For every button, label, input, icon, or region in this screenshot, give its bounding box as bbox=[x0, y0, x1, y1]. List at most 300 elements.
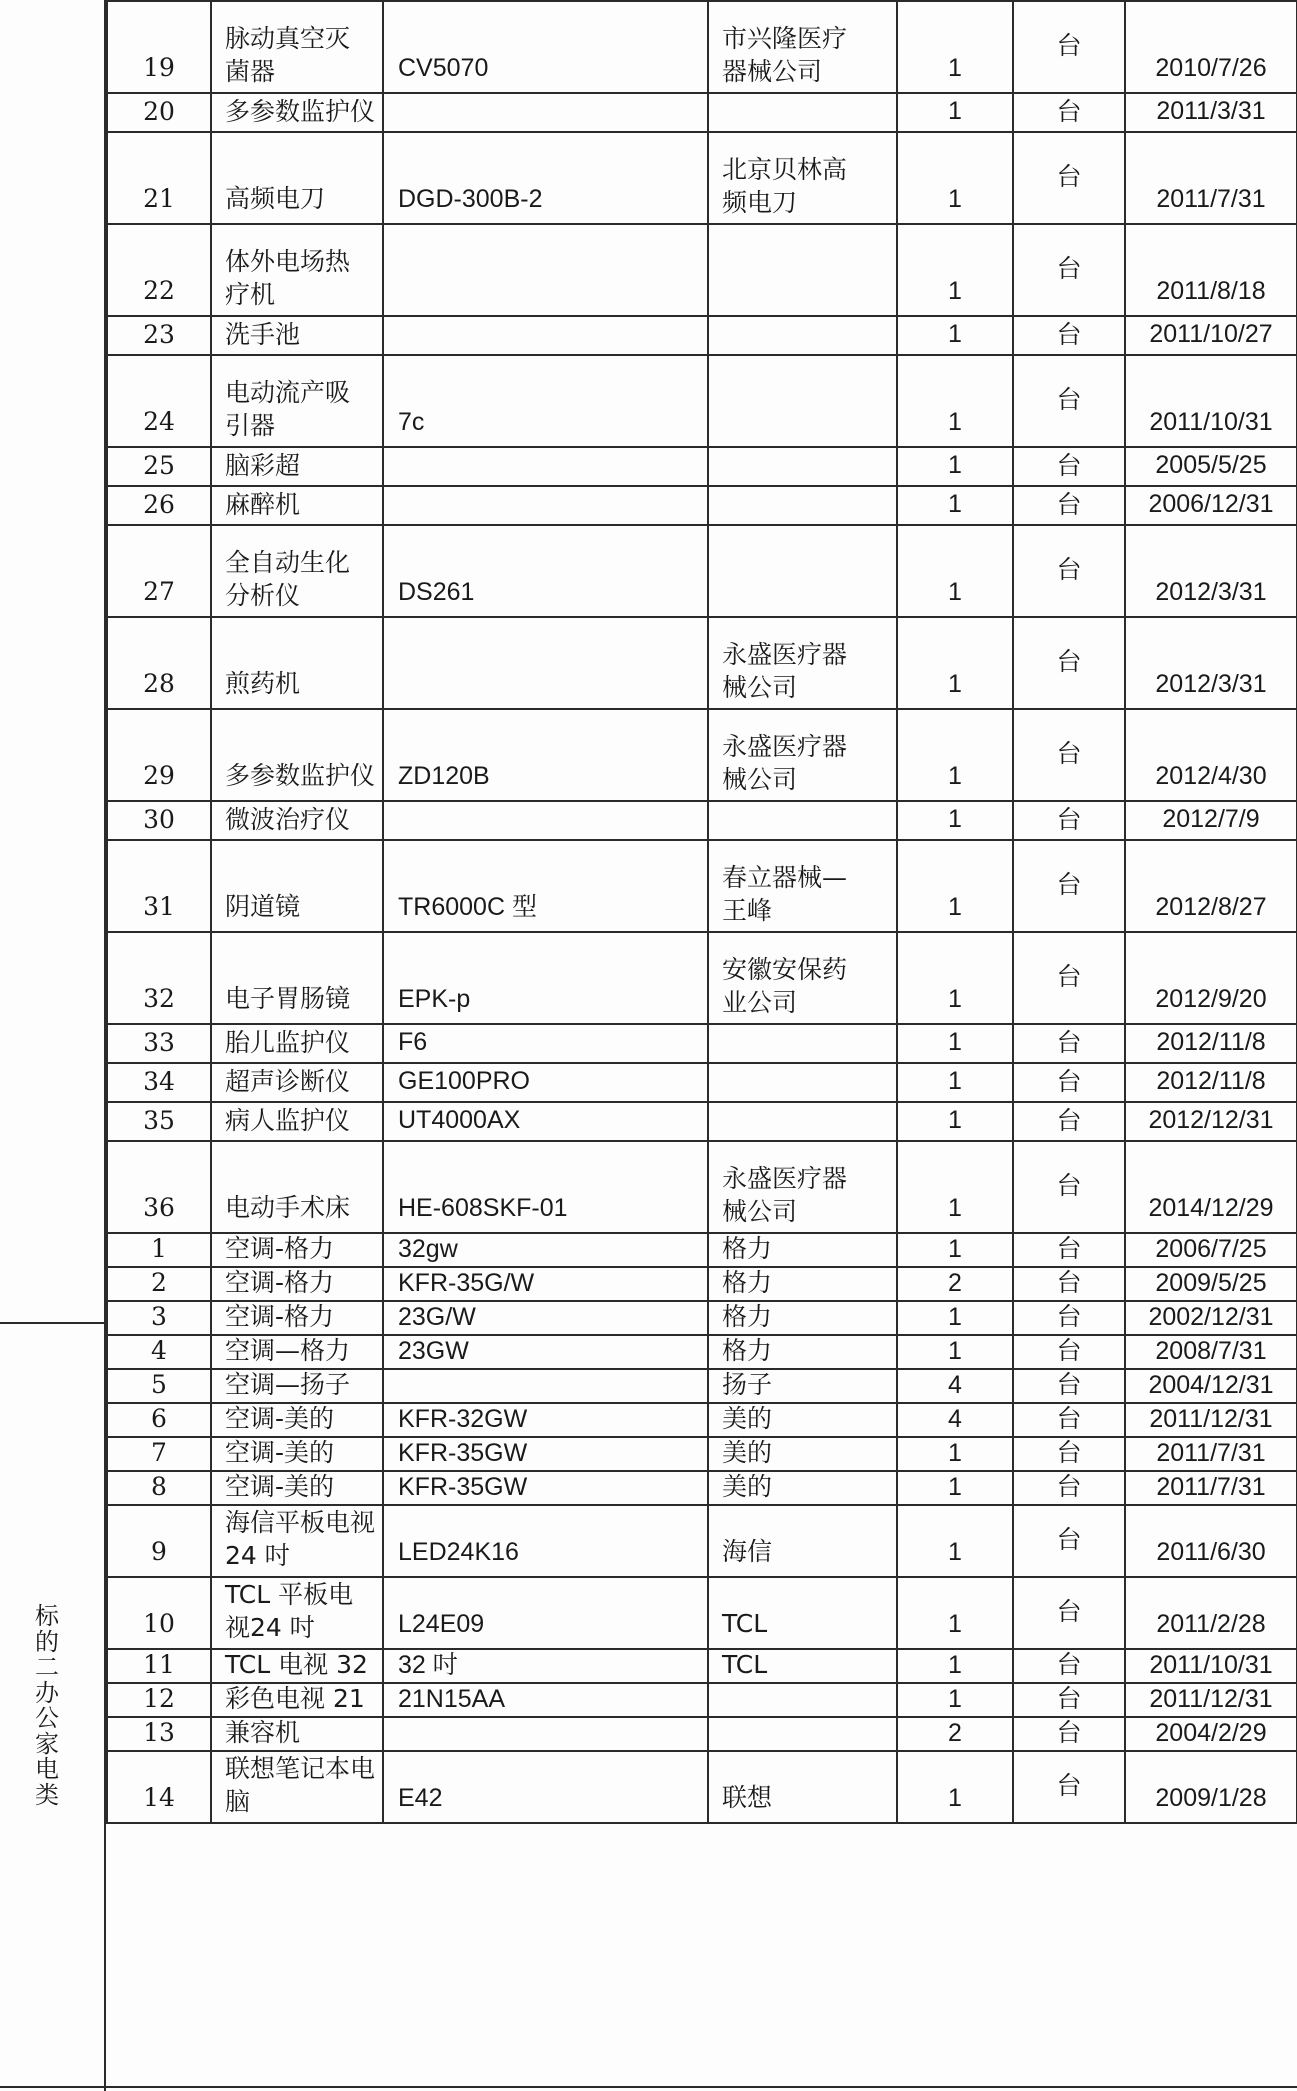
item-name bbox=[211, 525, 383, 617]
item-manufacturer bbox=[708, 840, 897, 932]
item-manufacturer bbox=[708, 1233, 897, 1267]
row-number-text: 24 bbox=[143, 407, 175, 436]
item-date-text: 2012/4/30 bbox=[1155, 762, 1267, 790]
item-manufacturer bbox=[708, 525, 897, 617]
item-unit-text: 台 bbox=[1056, 320, 1082, 349]
table-row bbox=[107, 709, 1297, 801]
row-number bbox=[107, 1141, 211, 1233]
item-manufacturer-text: 永盛医疗器械公司 bbox=[722, 640, 848, 702]
item-model-text: DS261 bbox=[398, 578, 475, 606]
item-model bbox=[383, 1233, 708, 1267]
item-name-text: 体外电场热疗机 bbox=[225, 247, 351, 309]
item-date-text: 2011/3/31 bbox=[1156, 97, 1266, 125]
item-model bbox=[383, 1024, 708, 1063]
item-manufacturer bbox=[708, 1063, 897, 1102]
item-quantity bbox=[897, 1301, 1013, 1335]
item-unit-text: 台 bbox=[1056, 1438, 1082, 1467]
item-name-text: 彩色电视 21 bbox=[225, 1684, 365, 1713]
row-number bbox=[107, 1267, 211, 1301]
item-date bbox=[1125, 132, 1297, 224]
item-unit-text: 台 bbox=[1056, 1525, 1082, 1554]
item-name bbox=[211, 1301, 383, 1335]
item-date-text: 2009/5/25 bbox=[1155, 1269, 1267, 1297]
item-date bbox=[1125, 1505, 1297, 1577]
table-row bbox=[107, 93, 1297, 132]
row-number-text: 21 bbox=[143, 184, 175, 213]
item-manufacturer bbox=[708, 617, 897, 709]
item-date bbox=[1125, 1063, 1297, 1102]
item-model bbox=[383, 1267, 708, 1301]
row-number bbox=[107, 1335, 211, 1369]
item-model bbox=[383, 840, 708, 932]
item-date-text: 2011/12/31 bbox=[1149, 1685, 1273, 1713]
item-quantity-text: 1 bbox=[948, 578, 962, 606]
item-model bbox=[383, 801, 708, 840]
row-number-text: 4 bbox=[151, 1336, 167, 1365]
item-name-text: 空调—格力 bbox=[225, 1336, 351, 1365]
item-quantity-text: 1 bbox=[948, 1610, 962, 1638]
row-number-text: 23 bbox=[143, 320, 175, 349]
item-date bbox=[1125, 1233, 1297, 1267]
item-date bbox=[1125, 840, 1297, 932]
item-date-text: 2006/7/25 bbox=[1155, 1235, 1267, 1263]
item-date bbox=[1125, 224, 1297, 316]
item-manufacturer-text: 格力 bbox=[722, 1336, 773, 1365]
item-unit-text: 台 bbox=[1056, 97, 1082, 126]
item-name-text: 煎药机 bbox=[225, 669, 301, 698]
item-unit bbox=[1013, 840, 1125, 932]
item-model bbox=[383, 709, 708, 801]
item-date bbox=[1125, 1267, 1297, 1301]
inventory-table-body bbox=[107, 1, 1297, 1823]
item-date-text: 2012/7/9 bbox=[1162, 805, 1260, 833]
item-quantity bbox=[897, 1102, 1013, 1141]
row-number-text: 2 bbox=[151, 1268, 167, 1297]
row-number-text: 13 bbox=[143, 1718, 175, 1747]
item-unit bbox=[1013, 1683, 1125, 1717]
item-unit-text: 台 bbox=[1056, 1597, 1082, 1626]
item-name bbox=[211, 1649, 383, 1683]
item-model bbox=[383, 1437, 708, 1471]
item-date bbox=[1125, 525, 1297, 617]
item-unit bbox=[1013, 709, 1125, 801]
row-number bbox=[107, 316, 211, 355]
item-quantity-text: 1 bbox=[948, 762, 962, 790]
item-manufacturer bbox=[708, 1683, 897, 1717]
table-row bbox=[107, 1751, 1297, 1823]
item-quantity-text: 1 bbox=[948, 805, 962, 833]
item-model-text bbox=[398, 522, 707, 524]
item-date-text: 2008/7/31 bbox=[1155, 1337, 1267, 1365]
item-manufacturer-text bbox=[722, 614, 896, 616]
item-quantity bbox=[897, 1335, 1013, 1369]
item-quantity-text: 1 bbox=[948, 1538, 962, 1566]
item-unit bbox=[1013, 801, 1125, 840]
item-manufacturer-text bbox=[722, 444, 896, 446]
item-name bbox=[211, 1683, 383, 1717]
item-model-text: 21N15AA bbox=[398, 1685, 506, 1713]
row-number bbox=[107, 447, 211, 486]
item-manufacturer bbox=[708, 1717, 897, 1751]
item-unit bbox=[1013, 93, 1125, 132]
item-name-text: 高频电刀 bbox=[225, 184, 326, 213]
table-row bbox=[107, 1683, 1297, 1717]
item-model-text: GE100PRO bbox=[398, 1067, 531, 1095]
table-row bbox=[107, 801, 1297, 840]
item-quantity bbox=[897, 801, 1013, 840]
item-manufacturer-text: 美的 bbox=[722, 1404, 773, 1433]
item-quantity-text: 1 bbox=[948, 97, 962, 125]
item-unit bbox=[1013, 132, 1125, 224]
item-unit bbox=[1013, 1577, 1125, 1649]
item-date bbox=[1125, 1437, 1297, 1471]
item-name bbox=[211, 932, 383, 1024]
row-number-text: 26 bbox=[143, 490, 175, 519]
row-number bbox=[107, 355, 211, 447]
item-manufacturer-text: 联想 bbox=[722, 1783, 773, 1812]
item-name-text: 电子胃肠镜 bbox=[225, 984, 351, 1013]
row-number-text: 19 bbox=[143, 53, 175, 82]
item-manufacturer bbox=[708, 1649, 897, 1683]
item-unit-text: 台 bbox=[1056, 1028, 1082, 1057]
item-unit bbox=[1013, 1649, 1125, 1683]
item-name bbox=[211, 1024, 383, 1063]
item-model-text bbox=[398, 352, 707, 354]
item-manufacturer-text: TCL bbox=[722, 1650, 768, 1679]
item-manufacturer bbox=[708, 1403, 897, 1437]
item-quantity-text: 4 bbox=[948, 1405, 962, 1433]
row-number-text: 10 bbox=[143, 1609, 175, 1638]
item-manufacturer-text bbox=[722, 1748, 896, 1750]
row-number-text: 11 bbox=[143, 1650, 175, 1679]
item-unit bbox=[1013, 1751, 1125, 1823]
item-manufacturer-text bbox=[722, 352, 896, 354]
item-date-text: 2011/6/30 bbox=[1156, 1538, 1266, 1566]
item-model bbox=[383, 1471, 708, 1505]
item-manufacturer-text bbox=[722, 837, 896, 839]
row-number bbox=[107, 1577, 211, 1649]
item-model-text: 32gw bbox=[398, 1235, 458, 1263]
item-name bbox=[211, 1505, 383, 1577]
item-date bbox=[1125, 1683, 1297, 1717]
item-model-text: LED24K16 bbox=[398, 1538, 519, 1566]
item-model bbox=[383, 525, 708, 617]
table-row bbox=[107, 1063, 1297, 1102]
item-unit-text: 台 bbox=[1056, 1771, 1082, 1800]
item-model-text bbox=[398, 706, 707, 708]
row-number-text: 29 bbox=[143, 761, 175, 790]
item-model-text bbox=[398, 313, 707, 315]
item-unit-text: 台 bbox=[1056, 1684, 1082, 1713]
item-date-text: 2012/12/31 bbox=[1148, 1106, 1274, 1134]
item-model bbox=[383, 224, 708, 316]
item-model-text: EPK-p bbox=[398, 985, 471, 1013]
item-name bbox=[211, 1369, 383, 1403]
item-date-text: 2006/12/31 bbox=[1148, 490, 1274, 518]
item-date bbox=[1125, 709, 1297, 801]
item-quantity-text: 1 bbox=[948, 185, 962, 213]
item-name-text: 脑彩超 bbox=[225, 451, 301, 480]
item-date bbox=[1125, 1369, 1297, 1403]
item-quantity bbox=[897, 224, 1013, 316]
item-unit-text: 台 bbox=[1056, 739, 1082, 768]
row-number bbox=[107, 1683, 211, 1717]
row-number bbox=[107, 1649, 211, 1683]
bottom-border-line bbox=[0, 2086, 1297, 2088]
table-row bbox=[107, 355, 1297, 447]
item-manufacturer-text bbox=[722, 313, 896, 315]
item-model-text: 23G/W bbox=[398, 1303, 476, 1331]
item-unit-text: 台 bbox=[1056, 451, 1082, 480]
item-manufacturer bbox=[708, 1335, 897, 1369]
item-manufacturer bbox=[708, 1751, 897, 1823]
row-number bbox=[107, 1, 211, 93]
item-model-text: CV5070 bbox=[398, 54, 489, 82]
item-date-text: 2004/2/29 bbox=[1155, 1719, 1267, 1747]
table-row bbox=[107, 1717, 1297, 1751]
item-manufacturer-text: 安徽安保药业公司 bbox=[722, 955, 848, 1017]
item-name bbox=[211, 1, 383, 93]
item-model bbox=[383, 1505, 708, 1577]
item-model-text: 23GW bbox=[398, 1337, 469, 1365]
item-manufacturer bbox=[708, 801, 897, 840]
item-date bbox=[1125, 617, 1297, 709]
item-unit-text: 台 bbox=[1056, 1234, 1082, 1263]
item-name bbox=[211, 486, 383, 525]
row-number-text: 28 bbox=[143, 669, 175, 698]
row-number bbox=[107, 1301, 211, 1335]
item-unit-text: 台 bbox=[1056, 254, 1082, 283]
item-model-text: TR6000C 型 bbox=[398, 893, 537, 921]
item-quantity-text: 1 bbox=[948, 1106, 962, 1134]
item-date bbox=[1125, 1403, 1297, 1437]
item-date bbox=[1125, 1, 1297, 93]
item-quantity-text: 1 bbox=[948, 893, 962, 921]
item-manufacturer-text bbox=[722, 1138, 896, 1140]
item-name-text: 电动手术床 bbox=[225, 1193, 351, 1222]
item-unit bbox=[1013, 1335, 1125, 1369]
item-quantity bbox=[897, 1024, 1013, 1063]
item-quantity bbox=[897, 1369, 1013, 1403]
item-manufacturer-text: 北京贝林高频电刀 bbox=[722, 155, 848, 217]
item-quantity bbox=[897, 132, 1013, 224]
item-quantity-text: 1 bbox=[948, 985, 962, 1013]
item-quantity-text: 1 bbox=[948, 1439, 962, 1467]
item-unit-text: 台 bbox=[1056, 1268, 1082, 1297]
item-quantity-text: 1 bbox=[948, 320, 962, 348]
table-row bbox=[107, 1577, 1297, 1649]
item-unit-text: 台 bbox=[1056, 1718, 1082, 1747]
item-name bbox=[211, 1403, 383, 1437]
item-unit bbox=[1013, 1717, 1125, 1751]
item-model bbox=[383, 1717, 708, 1751]
item-name-text: 空调-美的 bbox=[225, 1404, 335, 1433]
item-model bbox=[383, 1102, 708, 1141]
item-unit bbox=[1013, 224, 1125, 316]
item-name bbox=[211, 1233, 383, 1267]
table-row bbox=[107, 617, 1297, 709]
item-quantity bbox=[897, 447, 1013, 486]
item-date-text: 2005/5/25 bbox=[1155, 451, 1267, 479]
item-date-text: 2011/10/31 bbox=[1149, 1651, 1273, 1679]
row-number-text: 9 bbox=[151, 1537, 167, 1566]
item-unit-text: 台 bbox=[1056, 1067, 1082, 1096]
item-quantity-text: 1 bbox=[948, 451, 962, 479]
table-row bbox=[107, 1301, 1297, 1335]
table-row bbox=[107, 932, 1297, 1024]
item-manufacturer-text: 永盛医疗器械公司 bbox=[722, 1164, 848, 1226]
item-date-text: 2011/10/27 bbox=[1149, 320, 1273, 348]
item-model-text: KFR-35GW bbox=[398, 1473, 528, 1501]
item-quantity-text: 1 bbox=[948, 490, 962, 518]
item-model bbox=[383, 617, 708, 709]
table-row bbox=[107, 224, 1297, 316]
item-date bbox=[1125, 1024, 1297, 1063]
item-quantity-text: 2 bbox=[948, 1269, 962, 1297]
item-unit-text: 台 bbox=[1056, 385, 1082, 414]
item-name-text: TCL 平板电视24 吋 bbox=[225, 1580, 354, 1642]
item-name-text: 联想笔记本电脑 bbox=[225, 1754, 376, 1816]
item-model bbox=[383, 1335, 708, 1369]
item-date bbox=[1125, 932, 1297, 1024]
item-model bbox=[383, 355, 708, 447]
row-number bbox=[107, 1437, 211, 1471]
item-quantity-text: 1 bbox=[948, 1194, 962, 1222]
item-unit-text: 台 bbox=[1056, 162, 1082, 191]
item-model bbox=[383, 132, 708, 224]
row-number-text: 36 bbox=[143, 1193, 175, 1222]
item-unit-text: 台 bbox=[1056, 1370, 1082, 1399]
item-date-text: 2011/7/31 bbox=[1156, 1439, 1266, 1467]
table-row bbox=[107, 525, 1297, 617]
row-number-text: 14 bbox=[143, 1783, 175, 1812]
item-unit bbox=[1013, 1141, 1125, 1233]
item-date bbox=[1125, 1102, 1297, 1141]
item-quantity bbox=[897, 1403, 1013, 1437]
item-manufacturer bbox=[708, 447, 897, 486]
row-number bbox=[107, 1024, 211, 1063]
item-quantity bbox=[897, 1683, 1013, 1717]
item-date-text: 2011/12/31 bbox=[1149, 1405, 1273, 1433]
row-number-text: 12 bbox=[143, 1684, 175, 1713]
item-name bbox=[211, 1437, 383, 1471]
row-number-text: 32 bbox=[143, 984, 175, 1013]
item-manufacturer bbox=[708, 1141, 897, 1233]
item-manufacturer-text bbox=[722, 483, 896, 485]
item-manufacturer bbox=[708, 932, 897, 1024]
item-unit bbox=[1013, 1063, 1125, 1102]
item-manufacturer-text bbox=[722, 522, 896, 524]
item-name-text: 脉动真空灭菌器 bbox=[225, 24, 351, 86]
item-quantity-text: 1 bbox=[948, 1067, 962, 1095]
table-row bbox=[107, 1233, 1297, 1267]
item-quantity bbox=[897, 1141, 1013, 1233]
row-number-text: 7 bbox=[151, 1438, 167, 1467]
item-quantity-text: 1 bbox=[948, 1651, 962, 1679]
section-divider-line bbox=[0, 1322, 106, 1324]
table-row bbox=[107, 1471, 1297, 1505]
item-date-text: 2011/8/18 bbox=[1156, 277, 1266, 305]
row-number bbox=[107, 1505, 211, 1577]
item-quantity bbox=[897, 1471, 1013, 1505]
row-number-text: 25 bbox=[143, 451, 175, 480]
item-quantity bbox=[897, 1233, 1013, 1267]
row-number bbox=[107, 1063, 211, 1102]
item-name bbox=[211, 1267, 383, 1301]
item-quantity bbox=[897, 932, 1013, 1024]
item-unit bbox=[1013, 617, 1125, 709]
row-number bbox=[107, 840, 211, 932]
item-date bbox=[1125, 1471, 1297, 1505]
row-number-text: 33 bbox=[143, 1028, 175, 1057]
item-unit-text: 台 bbox=[1056, 870, 1082, 899]
item-model-text: KFR-35GW bbox=[398, 1439, 528, 1467]
item-manufacturer bbox=[708, 132, 897, 224]
table-row bbox=[107, 486, 1297, 525]
row-number bbox=[107, 709, 211, 801]
item-manufacturer-text: 格力 bbox=[722, 1268, 773, 1297]
row-number-text: 8 bbox=[151, 1472, 167, 1501]
item-name bbox=[211, 1063, 383, 1102]
item-name-text: 空调—扬子 bbox=[225, 1370, 351, 1399]
item-manufacturer bbox=[708, 486, 897, 525]
item-model bbox=[383, 447, 708, 486]
table-row bbox=[107, 1437, 1297, 1471]
item-model-text bbox=[398, 1400, 707, 1402]
item-model-text: 32 吋 bbox=[398, 1651, 458, 1679]
item-manufacturer bbox=[708, 1267, 897, 1301]
item-unit-text: 台 bbox=[1056, 647, 1082, 676]
item-name-text: 病人监护仪 bbox=[225, 1106, 351, 1135]
item-quantity bbox=[897, 93, 1013, 132]
item-manufacturer bbox=[708, 224, 897, 316]
item-unit-text: 台 bbox=[1056, 31, 1082, 60]
table-row bbox=[107, 1141, 1297, 1233]
item-name bbox=[211, 1577, 383, 1649]
item-name-text: 多参数监护仪 bbox=[225, 761, 376, 790]
item-model bbox=[383, 1649, 708, 1683]
item-unit bbox=[1013, 1369, 1125, 1403]
item-model bbox=[383, 1577, 708, 1649]
item-manufacturer bbox=[708, 1102, 897, 1141]
item-manufacturer bbox=[708, 1505, 897, 1577]
item-quantity-text: 1 bbox=[948, 670, 962, 698]
item-model-text: UT4000AX bbox=[398, 1106, 521, 1134]
row-number bbox=[107, 132, 211, 224]
row-number bbox=[107, 617, 211, 709]
table-row bbox=[107, 1505, 1297, 1577]
item-quantity bbox=[897, 486, 1013, 525]
item-quantity-text: 1 bbox=[948, 54, 962, 82]
item-manufacturer-text: 格力 bbox=[722, 1234, 773, 1263]
row-number bbox=[107, 801, 211, 840]
item-name-text: 洗手池 bbox=[225, 320, 301, 349]
item-date-text: 2014/12/29 bbox=[1148, 1194, 1274, 1222]
table-row bbox=[107, 1649, 1297, 1683]
table-row bbox=[107, 1403, 1297, 1437]
item-date bbox=[1125, 1141, 1297, 1233]
item-date bbox=[1125, 801, 1297, 840]
item-manufacturer bbox=[708, 1024, 897, 1063]
item-name bbox=[211, 132, 383, 224]
item-quantity bbox=[897, 525, 1013, 617]
item-unit-text: 台 bbox=[1056, 1302, 1082, 1331]
item-quantity-text: 1 bbox=[948, 1028, 962, 1056]
item-model-text: DGD-300B-2 bbox=[398, 185, 543, 213]
item-name bbox=[211, 355, 383, 447]
item-quantity bbox=[897, 1717, 1013, 1751]
item-date bbox=[1125, 486, 1297, 525]
